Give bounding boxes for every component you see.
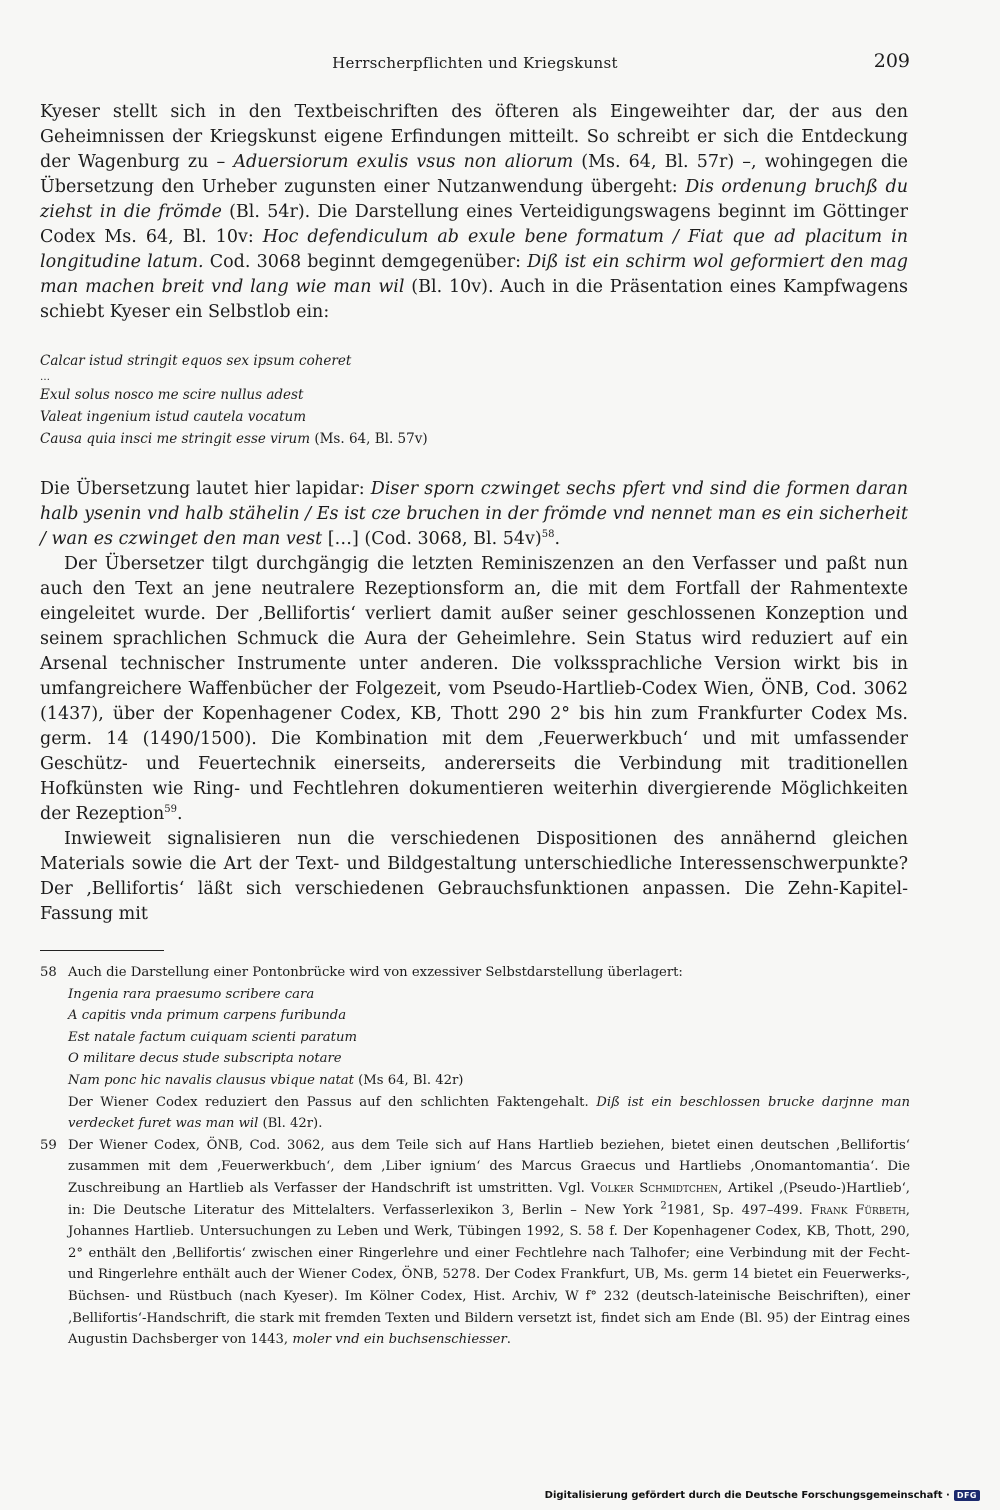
text-run: (Bl. 10v). Auch in die Präsentation eines Kampfwagens schiebt Kyeser ein Selbstlob ein: <box>40 277 908 322</box>
digitization-footer <box>545 1488 980 1502</box>
author-name: Frank Fürbeth <box>810 1202 906 1218</box>
paragraph-4 <box>40 827 908 927</box>
german-quote: Diß ist ein beschlossen brucke darjnne man verdecket furet was man wil <box>68 1094 911 1132</box>
footnote-number: 58 <box>40 965 57 980</box>
footnote-text: Der Wiener Codex reduziert den Passus auf den schlichten Faktengehalt. <box>68 1094 597 1110</box>
footnote-text: . <box>506 1332 511 1348</box>
dfg-logo: DFG <box>954 1490 980 1501</box>
german-quote: moler vnd ein buchsenschiesser <box>292 1332 507 1348</box>
text-run: Inwieweit signalisieren nun die verschiedenen Dispositionen des annähernd gleichen Materials sowie die Art der Text- und Bildgestaltung unterschiedliche Interessenschwerpunkte? Der ‚Bellifortis‘ läßt sich verschiedenen Gebrauchsfunktionen anpassen. Die Zehn-Kapitel-Fassung mit <box>40 829 908 924</box>
verse-reference: (Ms. 64, Bl. 57v) <box>310 431 428 447</box>
page-number: 209 <box>873 50 910 72</box>
footnote-verse-line: Ingenia rara praesumo scribere cara <box>68 986 315 1002</box>
running-title: Herrscherpflichten und Kriegskunst <box>332 54 618 72</box>
paragraph-1 <box>40 100 908 325</box>
footnote-text: (Bl. 42r). <box>258 1116 323 1132</box>
text-run: Die Übersetzung lautet hier lapidar: <box>40 479 371 499</box>
footnotes <box>40 962 910 1351</box>
funding-notice: Digitalisierung gefördert durch die Deutsche Forschungsgemeinschaft · <box>544 1489 950 1501</box>
verse-ellipsis: … <box>40 372 50 383</box>
verse-reference: (Ms 64, Bl. 42r) <box>353 1072 464 1088</box>
page-header <box>40 50 910 80</box>
footnote-separator <box>40 950 164 951</box>
footnote-text: , Artikel ‚(Pseudo-)Hartlieb‘, in: Die Deutsche Literatur des Mittelalters. Verfasserlexikon 3, Berlin – New York <box>68 1180 910 1218</box>
footnote-verse-line: O militare decus stude subscripta notare <box>68 1051 342 1067</box>
text-run: Cod. 3068 beginnt demgegenüber: <box>203 252 528 272</box>
text-run: . <box>176 804 183 824</box>
german-quote: Dis ordenung bruchß du ziehst in die frömde <box>40 177 908 222</box>
verse-line: Valeat ingenium istud cautela vocatum <box>40 409 307 425</box>
main-text <box>40 100 908 927</box>
footnote-verse-line <box>68 1070 910 1092</box>
text-run: […] (Cod. 3068, Bl. 54v) <box>322 529 542 549</box>
footnote-ref[interactable]: 58 <box>541 529 555 541</box>
german-quote: Diß ist ein schirm wol geformiert den mag man machen breit vnd lang wie man wil <box>40 252 908 297</box>
text-run: Der Übersetzer tilgt durchgängig die letzten Reminiszenzen an den Verfasser und paßt nun auch den Text an jene neutralere Rezeptionsform an, die mit dem Fortfall der Rahmentexte eingeleitet wurde. Der ‚Bellifortis‘ verliert damit außer seiner geschlossenen Konzeption und seinem sprachlichen Schmuck die Aura der Geheimlehre. Sein Status wird reduziert auf ein Arsenal technischer Instrumente unter anderen. Die volkssprachliche Version wirkt bis in umfangreichere Waffenbücher der Folgezeit, vom Pseudo-Hartlieb-Codex Wien, ÖNB, Cod. 3062 (1437), über der Kopenhagener Codex, KB, Thott 290 2° bis hin zum Frankfurter Codex Ms. germ. 14 (1490/1500). Die Kombination mit dem ‚Feuerwerkbuch‘ und mit umfassender Geschütz- und Feuertechnik einerseits, andererseits die Verbindung mit traditionellen Hofkünsten wie Ring- und Fechtlehren dokumentieren weiterhin divergierende Möglichkeiten der Rezeption <box>40 554 908 824</box>
paragraph-2 <box>40 477 908 552</box>
text-run: (Ms. 64, Bl. 57r) –, wohingegen die Übersetzung den Urheber zugunsten einer Nutzanwendung übergeht: <box>40 152 908 197</box>
verse-text: Nam ponc hic navalis clausus vbique natat <box>68 1072 354 1088</box>
verse-line: Calcar istud stringit equos sex ipsum coheret <box>40 353 352 369</box>
footnote-text: 1981, Sp. 497–499. <box>666 1202 811 1218</box>
text-run: (Bl. 54r). Die Darstellung eines Verteidigungswagens beginnt im Göttinger Codex Ms. 64, Bl. 10v: <box>40 202 908 247</box>
footnote-ref[interactable]: 59 <box>164 804 177 816</box>
paragraph-3 <box>40 552 908 827</box>
latin-quote: Aduersiorum exulis vsus non aliorum <box>233 152 574 172</box>
text-run: Kyeser stellt sich in den Textbeischriften des öfteren als Eingeweihter dar, der aus den Geheimnissen der Kriegskunst eigene Erfindungen mitteilt. So schreibt er sich die Entdeckung der Wagenburg zu – <box>40 102 908 172</box>
footnote-verse-line: A capitis vnda primum carpens furibunda <box>68 1008 347 1024</box>
footnote-text: , Johannes Hartlieb. Untersuchungen zu Leben und Werk, Tübingen 1992, S. 58 f. Der Kopenhagener Codex, KB, Thott, 290, 2° enthält den ‚Bellifortis‘ zwischen einer Ringerlehre und einer Fechtlehre nach Talhofer; eine Verbindung mit der Fecht- und Ringerlehre enthält auch der Wiener Codex, ÖNB, 5278. Der Codex Frankfurt, UB, Ms. germ 14 bietet ein Feuerwerks-, Büchsen- und Rüstbuch (nach Kyeser). Im Kölner Codex, Hist. Archiv, W f° 232 (deutsch-lateinische Beischriften), einer ‚Bellifortis‘-Handschrift, die stark mit fremden Texten und Bildern versetzt ist, findet sich am Ende (Bl. 95) der Eintrag eines Augustin Dachsberger von 1443, <box>68 1202 910 1348</box>
footnote-verse-line: Est natale factum cuiquam scienti paratum <box>68 1029 357 1045</box>
german-quote: Diser sporn czwinget sechs pfert vnd sind die formen daran halb ysenin vnd halb stähelin / Es ist cze bruchen in der frömde vnd nennet man es ein sicherheit / wan es czwinget den man vest <box>40 479 909 549</box>
footnote-58 <box>40 962 910 1135</box>
edition-superscript: 2 <box>660 1200 667 1212</box>
verse-text: Causa quia insci me stringit esse virum <box>40 431 311 447</box>
author-name: Volker Schmidtchen <box>590 1180 719 1196</box>
text-run: . <box>554 529 561 549</box>
latin-quote: Hoc defendiculum ab exule bene formatum / Fiat que ad placitum in longitudine latum. <box>40 227 908 272</box>
footnote-number: 59 <box>40 1137 57 1153</box>
verse-line <box>40 428 908 450</box>
footnote-59 <box>40 1135 910 1351</box>
verse-line: Exul solus nosco me scire nullus adest <box>40 387 304 403</box>
footnote-text: Auch die Darstellung einer Pontonbrücke wird von exzessiver Selbstdarstellung überlagert: <box>68 965 683 980</box>
footnote-text: Der Wiener Codex, ÖNB, Cod. 3062, aus dem Teile sich auf Hans Hartlieb beziehen, bietet einen deutschen ‚Bellifortis‘ zusammen mit dem ‚Feuerwerkbuch‘, dem ‚Liber ignium‘ des Marcus Graecus und Hartliebs ‚Onomantomantia‘. Die Zuschreibung an Hartlieb als Verfasser der Handschrift ist umstritten. Vgl. <box>68 1137 910 1196</box>
verse-quotation <box>40 350 908 450</box>
